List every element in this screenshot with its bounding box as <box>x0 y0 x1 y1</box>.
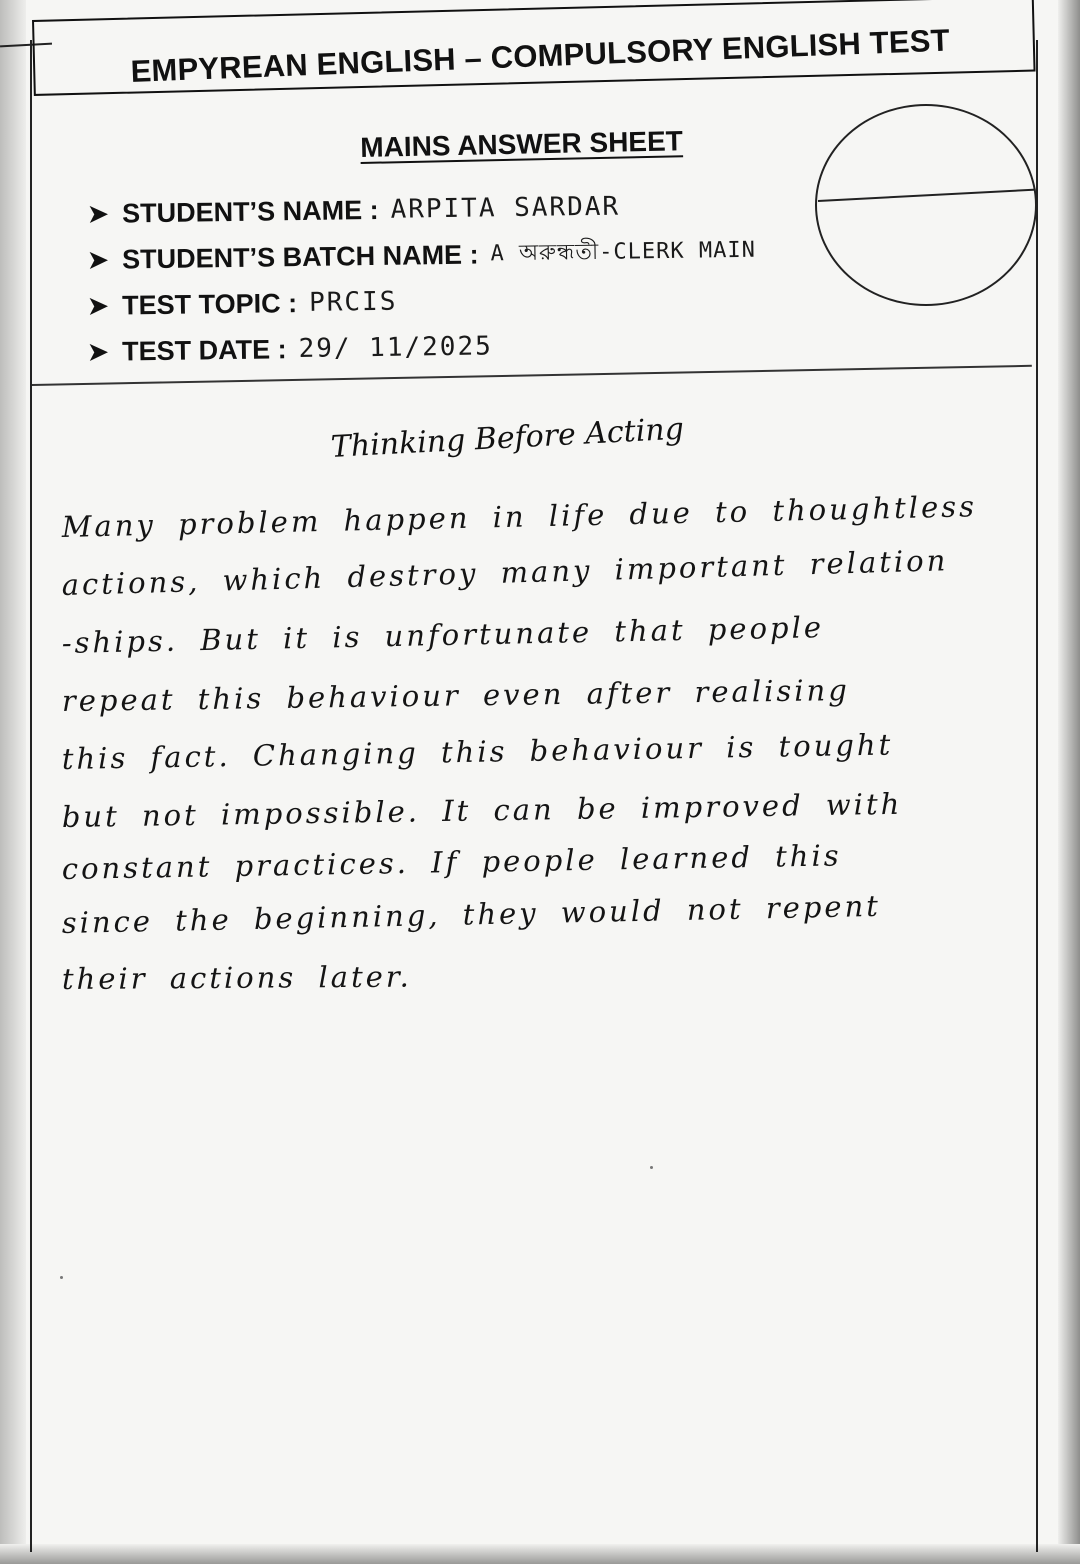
paper-speck <box>650 1166 653 1169</box>
field-label: TEST TOPIC : <box>121 287 298 321</box>
sheet-subtitle: MAINS ANSWER SHEET <box>360 125 684 163</box>
field-value: A অরুন্ধতী-CLERK MAIN <box>490 237 757 266</box>
field-value: 29/ 11/2025 <box>298 331 493 365</box>
field-value: PRCIS <box>308 286 398 318</box>
field-test-topic <box>88 282 398 326</box>
arrow-bullet-icon: ➤ <box>87 292 109 320</box>
answer-line: but not impossible. It can be improved with <box>61 786 903 834</box>
arrow-bullet-icon: ➤ <box>87 246 109 274</box>
answer-line: constant practices. If people learned this <box>61 838 842 886</box>
answer-line: Many problem happen in life due to thoughtless <box>61 489 978 544</box>
field-label: TEST DATE : <box>121 333 287 367</box>
paper-speck <box>60 1276 63 1279</box>
field-label: STUDENT’S BATCH NAME : <box>121 239 479 275</box>
field-value: ARPITA SARDAR <box>390 191 621 225</box>
answer-line: this fact. Changing this behaviour is tought <box>61 727 894 776</box>
answer-line: actions, which destroy many important relation <box>61 543 949 602</box>
page-right-shadow <box>1058 0 1080 1564</box>
answer-title: Thinking Before Acting <box>330 411 685 465</box>
arrow-bullet-icon: ➤ <box>87 200 109 228</box>
marks-circle <box>815 104 1037 306</box>
answer-line: since the beginning, they would not repent <box>61 888 882 940</box>
field-student-name <box>88 187 621 234</box>
field-label: STUDENT’S NAME : <box>121 194 379 229</box>
page-left-shadow <box>0 0 26 1564</box>
arrow-bullet-icon: ➤ <box>87 338 109 366</box>
field-test-date <box>88 326 493 372</box>
test-title: EMPYREAN ENGLISH – COMPULSORY ENGLISH TEST <box>130 22 951 89</box>
answer-line: their actions later. <box>61 959 412 996</box>
answer-line: -ships. But it is unfortunate that people <box>61 610 825 660</box>
answer-line: repeat this behaviour even after realising <box>61 673 850 718</box>
